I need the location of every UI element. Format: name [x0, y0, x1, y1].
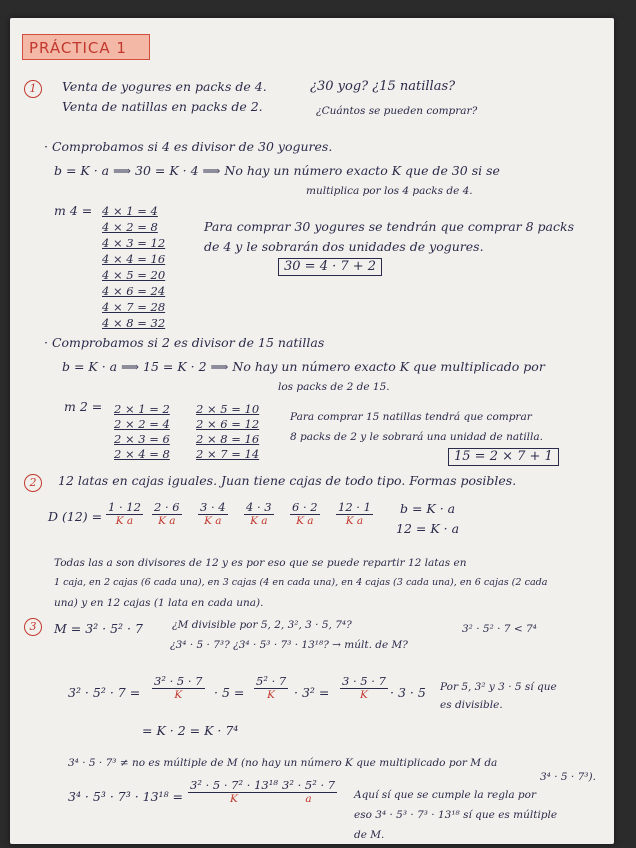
m2-row: 2 × 3 = 6 — [114, 432, 170, 446]
m4-row: 4 × 2 = 8 — [102, 220, 158, 234]
section-2-number: 2 — [24, 474, 42, 492]
divisor-pair — [244, 500, 274, 527]
s1-eq-2b: los packs de 2 de 15. — [278, 381, 390, 393]
section-3-number: 3 — [24, 618, 42, 636]
s3-not-multiple: 3⁴ · 5 · 7³ ≠ no es múltiple de M (no hay un número K que multiplicado por M da — [68, 757, 498, 769]
pair-product: 2 · 6 — [154, 500, 180, 514]
m2-row: 2 × 8 = 16 — [196, 432, 260, 446]
m4-row: 4 × 7 = 28 — [102, 300, 166, 314]
s3-eq-1d: · 3 · 5 — [390, 685, 426, 700]
s3-not-multiple-b: 3⁴ · 5 · 7³). — [540, 771, 596, 783]
divisor-pair — [290, 500, 320, 527]
s2-text-1: Todas las a son divisores de 12 y es por eso que se puede repartir 12 latas en — [54, 557, 467, 569]
m2-row: 2 × 6 = 12 — [196, 417, 260, 431]
pair-product: 1 · 12 — [108, 500, 141, 514]
s3-eq-1c: · 3² = — [294, 685, 330, 700]
frac-5: $\frac{\text{3² · 5² · 7}}{a}$ — [282, 778, 336, 805]
s1-result-box-2: 15 = 2 × 7 + 1 — [448, 448, 559, 466]
s3-inequality: 3² · 5² · 7 < 7⁴ — [462, 623, 537, 635]
s1-eq-2: b = K · a ⟹ 15 = K · 2 ⟹ No hay un número exacto K que multiplicado por — [62, 359, 545, 374]
s1-check-4: · Comprobamos si 4 es divisor de 30 yogures. — [44, 139, 333, 154]
m2-row: 2 × 4 = 8 — [114, 447, 170, 461]
d12-label: D (12) = — [48, 509, 103, 524]
divisor-pair — [198, 500, 228, 527]
s2-text-2: 1 caja, en 2 cajas (6 cada una), en 3 cajas (4 en cada una), en 4 cajas (3 cada una), en 6 cajas (2 cada — [54, 577, 548, 588]
pair-labels: K a — [345, 515, 364, 527]
pair-labels: K a — [158, 515, 176, 527]
s3-question-1: ¿M divisible por 5, 2, 3², 3 · 5, 7⁴? — [172, 619, 352, 631]
s3-eq-3a: 3⁴ · 5³ · 7³ · 13¹⁸ = — [68, 789, 184, 804]
s1-explanation-1: Para comprar 30 yogures se tendrán que comprar 8 packs — [204, 219, 575, 234]
s2-formula-1: b = K · a — [400, 501, 456, 516]
pair-product: 6 · 2 — [292, 500, 318, 514]
pair-product: 4 · 3 — [246, 500, 272, 514]
m4-row: 4 × 3 = 12 — [102, 236, 166, 250]
s2-formula-2: 12 = K · a — [396, 521, 460, 536]
page-title: PRÁCTICA 1 — [22, 34, 150, 60]
s1-eq-1b: multiplica por los 4 packs de 4. — [306, 185, 473, 197]
s1-explanation-4: 8 packs de 2 y le sobrará una unidad de natilla. — [290, 431, 543, 443]
pair-labels: K a — [296, 515, 314, 527]
m4-row: 4 × 4 = 16 — [102, 252, 166, 266]
s1-explanation-2: de 4 y le sobrarán dos unidades de yogures. — [204, 239, 484, 254]
pair-product: 3 · 4 — [200, 500, 226, 514]
s3-m: M = 3² · 5² · 7 — [54, 621, 143, 636]
m4-row: 4 × 5 = 20 — [102, 268, 166, 282]
s3-eq-1b: · 5 = — [214, 685, 245, 700]
frac-4: $\frac{\text{3² · 5 · 7² · 13¹⁸}}{K}$ — [190, 778, 278, 805]
m2-row: 2 × 1 = 2 — [114, 402, 170, 416]
s3-por-2: es divisible. — [440, 699, 503, 711]
s3-eq-1a: 3² · 5² · 7 = — [68, 685, 141, 700]
m4-row: 4 × 8 = 32 — [102, 316, 166, 330]
m4-row: 4 × 1 = 4 — [102, 204, 158, 218]
m4-label: m 4 = — [54, 203, 93, 218]
s2-line-1: 12 latas en cajas iguales. Juan tiene cajas de todo tipo. Formas posibles. — [58, 473, 517, 488]
pair-labels: K a — [115, 515, 134, 527]
s1-result-box: 30 = 4 · 7 + 2 — [278, 258, 382, 276]
section-1-number: 1 — [24, 80, 42, 98]
s1-question-1: ¿30 yog? ¿15 natillas? — [310, 79, 456, 94]
s3-aqui-3: de M. — [354, 829, 385, 841]
s3-eq-2: = K · 2 = K · 7⁴ — [142, 723, 239, 738]
m2-row: 2 × 7 = 14 — [196, 447, 260, 461]
s1-line-2: Venta de natillas en packs de 2. — [62, 99, 263, 114]
s3-por-1: Por 5, 3² y 3 · 5 sí que — [440, 681, 557, 693]
notebook-page — [10, 18, 614, 844]
pair-product: 12 · 1 — [338, 500, 371, 514]
divisor-pair — [336, 500, 373, 527]
pair-labels: K a — [250, 515, 268, 527]
s3-question-2: ¿3⁴ · 5 · 7³? ¿3⁴ · 5³ · 7³ · 13¹⁸? → múlt. de M? — [170, 639, 408, 651]
divisor-pair — [152, 500, 182, 527]
s1-explanation-3: Para comprar 15 natillas tendrá que comprar — [290, 411, 532, 423]
s1-check-2: · Comprobamos si 2 es divisor de 15 natillas — [44, 335, 325, 350]
m2-label: m 2 = — [64, 399, 103, 414]
s1-line-1: Venta de yogures en packs de 4. — [62, 79, 267, 94]
s1-question-2: ¿Cuántos se pueden comprar? — [316, 105, 478, 117]
pair-labels: K a — [204, 515, 222, 527]
m2-row: 2 × 2 = 4 — [114, 417, 170, 431]
frac-2: $\frac{\text{5² · 7}}{K}$ — [256, 674, 287, 701]
m4-row: 4 × 6 = 24 — [102, 284, 166, 298]
s3-aqui-2: eso 3⁴ · 5³ · 7³ · 13¹⁸ sí que es múltiple — [354, 809, 558, 821]
s3-aqui-1: Aquí sí que se cumple la regla por — [354, 789, 536, 801]
s1-eq-1: b = K · a ⟹ 30 = K · 4 ⟹ No hay un número exacto K que de 30 si se — [54, 163, 500, 178]
m2-row: 2 × 5 = 10 — [196, 402, 260, 416]
divisor-pair — [106, 500, 143, 527]
s2-text-3: una) y en 12 cajas (1 lata en cada una). — [54, 597, 264, 609]
frac-3: $\frac{3 \cdot 5 \cdot 7}{K}$ — [342, 674, 386, 701]
frac-1: $\frac{\text{3² · 5 · 7}}{K}$ — [154, 674, 203, 701]
